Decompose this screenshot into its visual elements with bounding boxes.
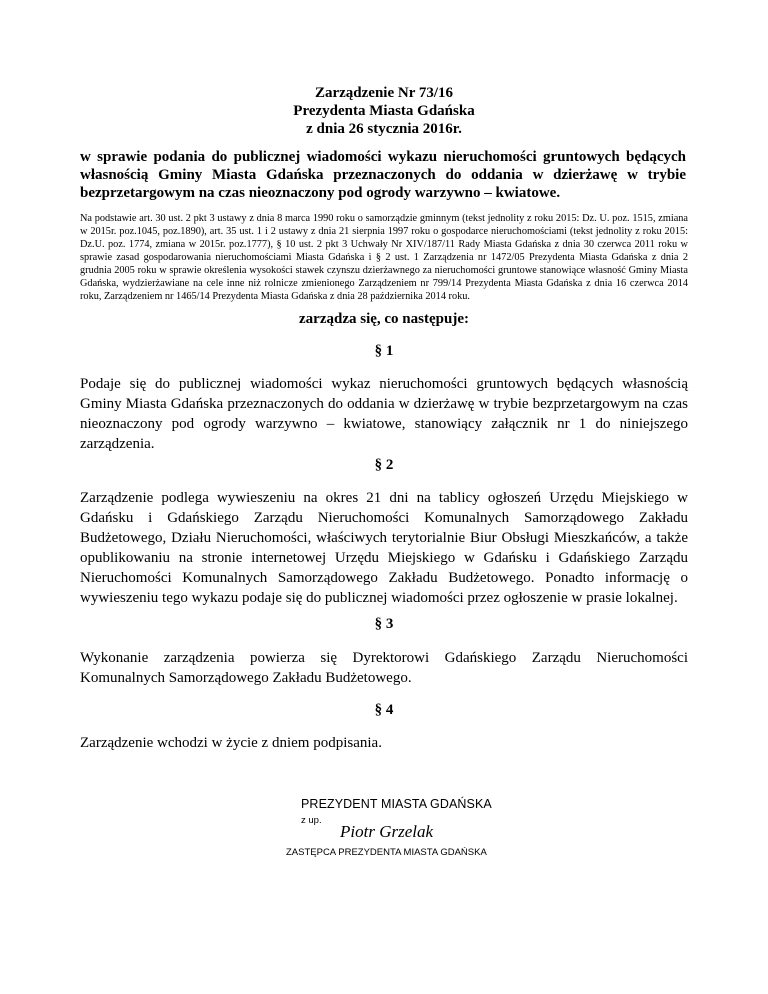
signature-name: Piotr Grzelak — [340, 822, 434, 841]
signature-title: PREZYDENT MIASTA GDAŃSKA — [301, 797, 492, 811]
legal-basis-preamble: Na podstawie art. 30 ust. 2 pkt 3 ustawy z dnia 8 marca 1990 roku o samorządzie gminnym (tekst jednolity z roku 2015: Dz. U. poz. 1515, zmiana w 2015r. poz.1045, poz.1890), art. 35 ust. 1 i 2 ustawy z dnia 21 sierpnia 1997 roku o gospodarce nieruchomościami (tekst jednolity z roku 2015: Dz.U. poz. 1774, zmiana w 2015r. poz.1777), § 10 ust. 2 pkt 3 Uchwały Nr XIV/187/11 Rady Miasta Gdańska z dnia 30 czerwca 2011 roku w sprawie zasad gospodarowania nieruchomościami Miasta Gdańska i § 2 ust. 1 Zarządzenia nr 1472/05 Prezydenta Miasta Gdańska z dnia 2 grudnia 2005 roku w sprawie określenia wysokości stawek czynszu dzierżawnego za nieruchomości gruntowe stanowiące własność Gminy Miasta Gdańska, wydzierżawiane na cele inne niż rolnicze zmienionego Zarządzeniem nr 799/14 Prezydenta Miasta Gdańska z dnia 16 czerwca 2014 roku, Zarządzeniem nr 1465/14 Prezydenta Miasta Gdańska z dnia 28 października 2014 roku. — [80, 213, 688, 302]
header-ordinance-number: Zarządzenie Nr 73/16 — [314, 85, 454, 101]
section-1-title: § 1 — [374, 343, 394, 359]
section-2-title: § 2 — [374, 457, 394, 473]
document-subject: w sprawie podania do publicznej wiadomości wykazu nieruchomości gruntowych będących własnością Gminy Miasta Gdańska przeznaczonych do oddania w dzierżawę w trybie bezprzetargowym na czas nieoznaczony pod ogrody warzywno – kwiatowe. — [80, 149, 686, 201]
signature-position: ZASTĘPCA PREZYDENTA MIASTA GDAŃSKA — [286, 847, 487, 858]
section-4-title: § 4 — [374, 702, 394, 718]
signature-on-behalf: z up. — [301, 815, 322, 826]
section-1-text: Podaje się do publicznej wiadomości wykaz nieruchomości gruntowych będących własnością Gminy Miasta Gdańska przeznaczonych do oddania w dzierżawę w trybie bezprzetargowym na czas nieoznaczony pod ogrody warzywno – kwiatowe, stanowiący załącznik nr 1 do niniejszego zarządzenia. — [80, 376, 688, 452]
orders-heading: zarządza się, co następuje: — [299, 311, 469, 327]
section-4-text: Zarządzenie wchodzi w życie z dniem podpisania. — [80, 735, 382, 751]
header-date: z dnia 26 stycznia 2016r. — [306, 121, 462, 137]
section-3-text: Wykonanie zarządzenia powierza się Dyrektorowi Gdańskiego Zarządu Nieruchomości Komunalnych Samorządowego Zakładu Budżetowego. — [80, 650, 688, 686]
document-header — [0, 84, 768, 138]
section-2-text: Zarządzenie podlega wywieszeniu na okres 21 dni na tablicy ogłoszeń Urzędu Miejskiego w Gdańsku i Gdańskiego Zarządu Nieruchomości Komunalnych Samorządowego Zakładu Budżetowego, Działu Nieruchomości, właściwych terytorialnie Biur Obsługi Mieszkańców, a także opublikowaniu na stronie internetowej Urzędu Miejskiego w Gdańsku i Gdańskiego Zarządu Nieruchomości Komunalnych Samorządowego Zakładu Budżetowego. Ponadto informację o wywieszeniu tego wykazu podaje się do publicznej wiadomości przez ogłoszenie w prasie lokalnej. — [80, 490, 688, 606]
header-issuer: Prezydenta Miasta Gdańska — [293, 103, 475, 119]
section-3-title: § 3 — [374, 616, 394, 632]
